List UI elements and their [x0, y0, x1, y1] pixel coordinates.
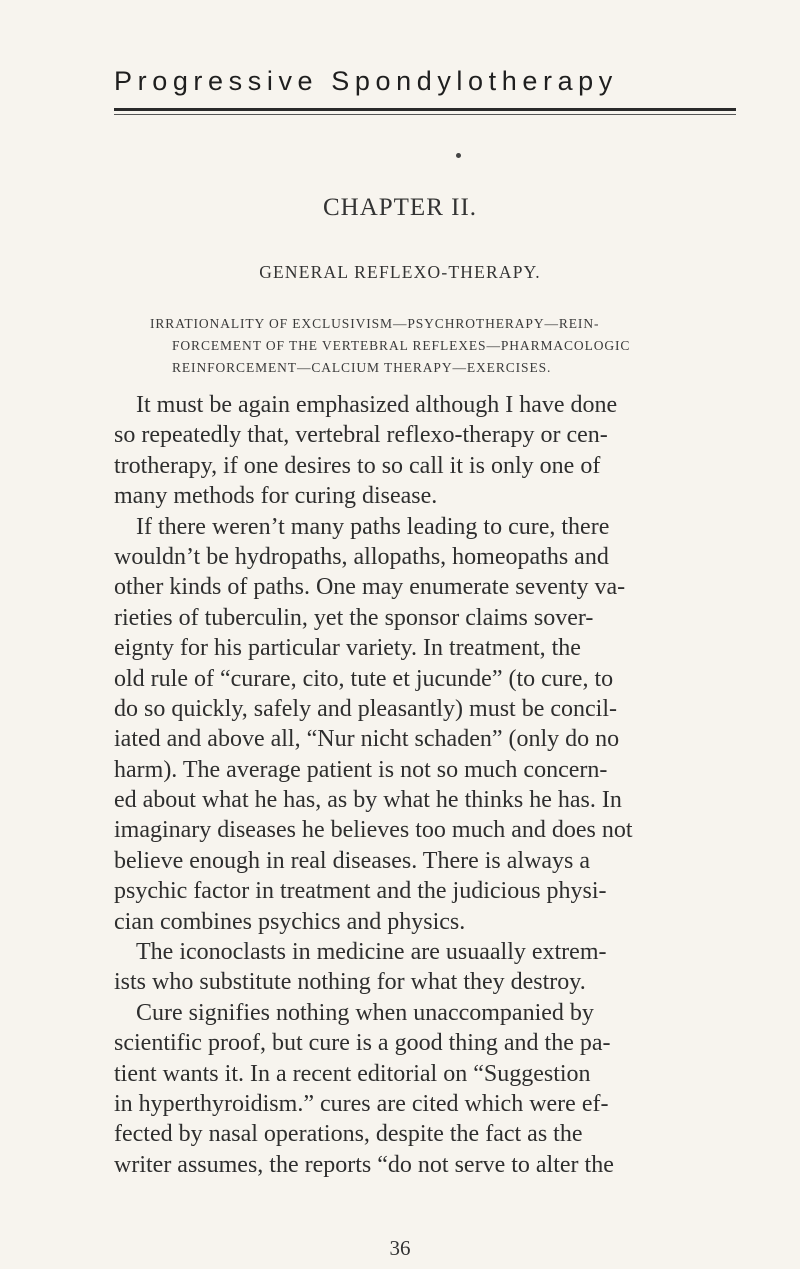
body-line: in hyperthyroidism.” cures are cited which were ef-	[114, 1090, 609, 1117]
chapter-heading: CHAPTER II.	[322, 194, 478, 221]
body-line: cian combines psychics and physics.	[114, 908, 466, 935]
synopsis-line: FORCEMENT OF THE VERTEBRAL REFLEXES—PHARMACOLOGIC	[172, 338, 631, 353]
header-rule-thin	[114, 114, 736, 115]
ornament-dot	[456, 153, 461, 158]
body-line: iated and above all, “Nur nicht schaden” (only do no	[114, 726, 620, 753]
body-line: other kinds of paths. One may enumerate seventy va-	[114, 574, 626, 601]
body-line: It must be again emphasized although I have done	[136, 392, 618, 418]
synopsis-line: IRRATIONALITY OF EXCLUSIVISM—PSYCHROTHERAPY—REIN-	[150, 316, 600, 331]
running-head: Progressive Spondylotherapy	[114, 66, 618, 96]
body-line: harm). The average patient is not so much concern-	[114, 756, 608, 783]
body-line: fected by nasal operations, despite the fact as the	[114, 1121, 583, 1148]
chapter-title: GENERAL REFLEXO-THERAPY.	[259, 262, 541, 282]
body-line: If there weren’t many paths leading to cure, there	[136, 513, 610, 540]
body-line: ed about what he has, as by what he thinks he has. In	[114, 787, 622, 814]
body-line: psychic factor in treatment and the judicious physi-	[114, 878, 607, 905]
body-line: trotherapy, if one desires to so call it is only one of	[114, 452, 601, 479]
body-line: eignty for his particular variety. In treatment, the	[114, 635, 581, 662]
body-line: old rule of “curare, cito, tute et jucunde” (to cure, to	[114, 665, 614, 692]
body-line: writer assumes, the reports “do not serve to alter the	[114, 1151, 614, 1178]
synopsis-line: REINFORCEMENT—CALCIUM THERAPY—EXERCISES.	[172, 360, 552, 375]
body-line: Cure signifies nothing when unaccompanied by	[136, 999, 594, 1026]
page-number: 36	[389, 1236, 411, 1260]
body-line: wouldn’t be hydropaths, allopaths, homeopaths and	[114, 543, 609, 570]
header-rule-thick	[114, 108, 736, 111]
chapter-synopsis	[150, 313, 740, 379]
body-line: The iconoclasts in medicine are usuaally extrem-	[136, 939, 607, 966]
body-line: ists who substitute nothing for what they destroy.	[114, 969, 586, 996]
body-line: do so quickly, safely and pleasantly) must be concil-	[114, 695, 617, 722]
body-line: scientific proof, but cure is a good thing and the pa-	[114, 1030, 611, 1057]
body-text	[114, 390, 738, 1180]
body-line: so repeatedly that, vertebral reflexo-therapy or cen-	[114, 422, 608, 449]
body-line: tient wants it. In a recent editorial on “Suggestion	[114, 1060, 591, 1087]
body-line: many methods for curing disease.	[114, 483, 438, 510]
body-line: rieties of tuberculin, yet the sponsor claims sover-	[114, 604, 594, 631]
body-line: believe enough in real diseases. There is always a	[114, 847, 591, 874]
body-line: imaginary diseases he believes too much and does not	[114, 817, 633, 844]
